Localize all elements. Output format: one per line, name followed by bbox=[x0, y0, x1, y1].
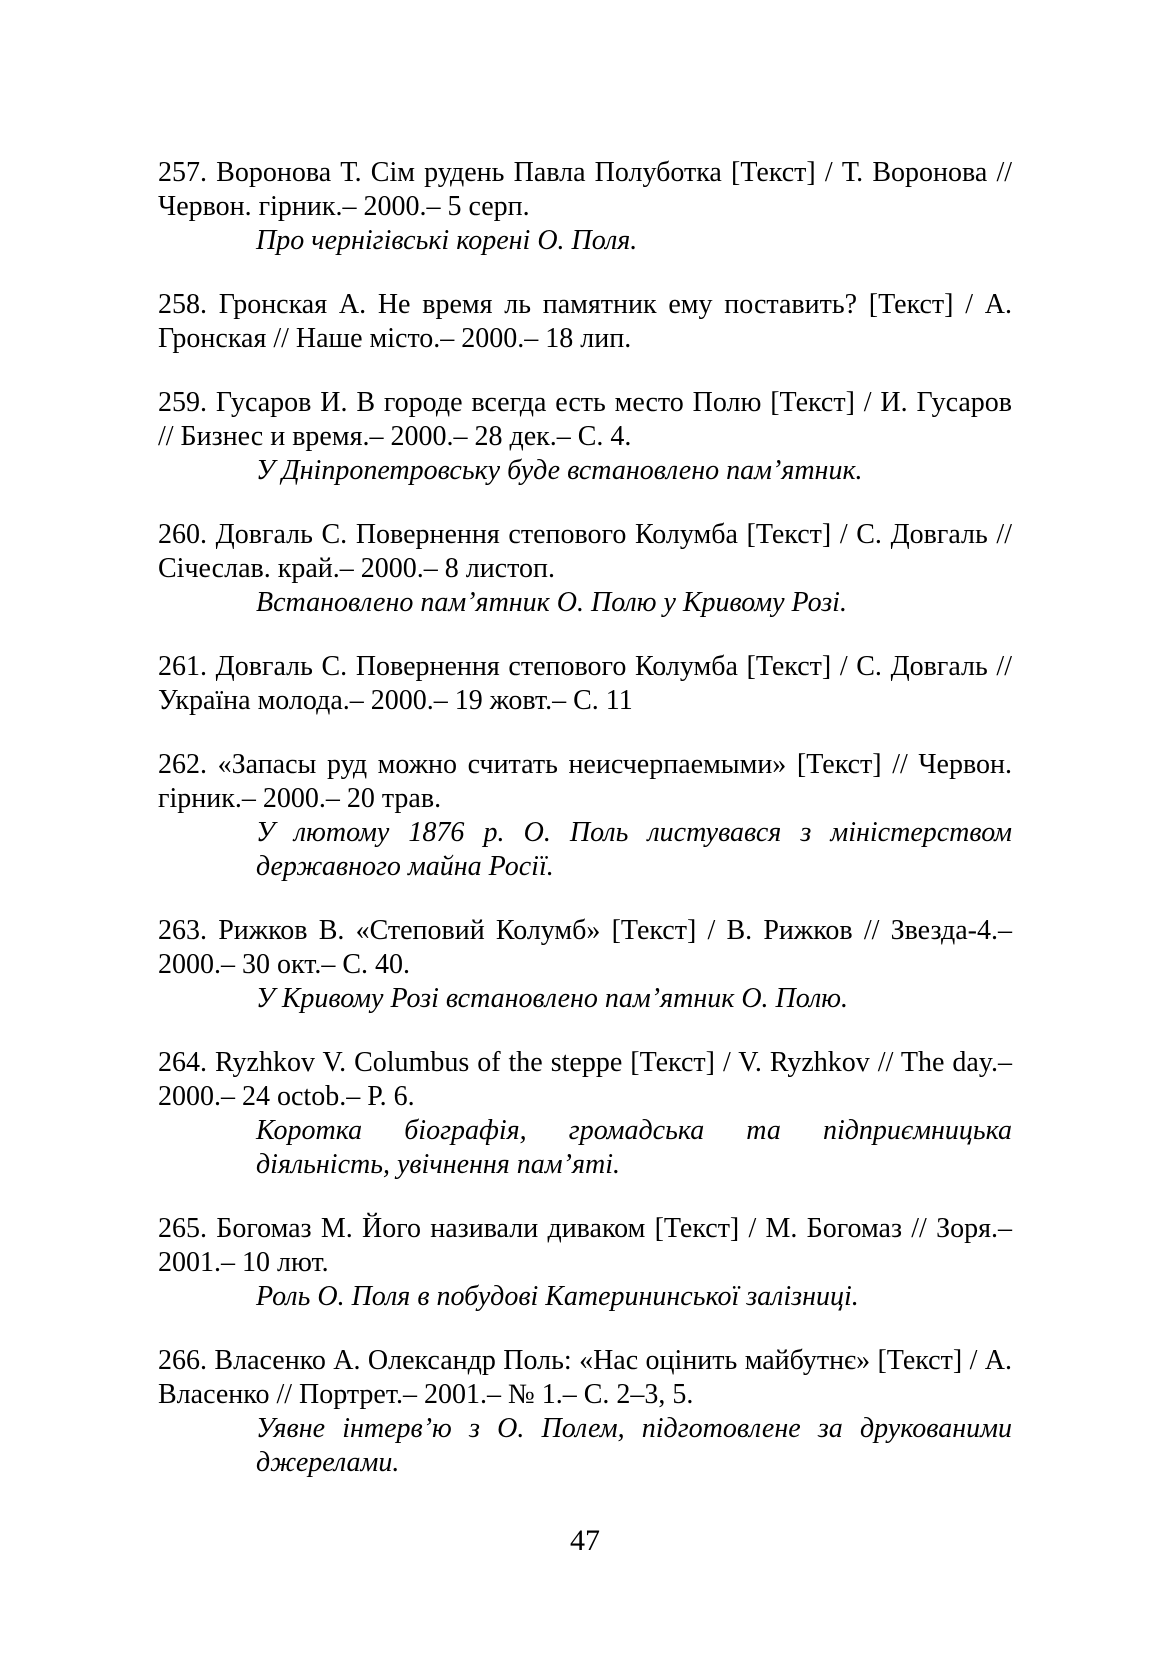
bibliography-entry-262 bbox=[158, 748, 1012, 884]
entry-citation: 262. «Запасы руд можно считать неисчерпаемыми» [Текст] // Червон. гірник.– 2000.– 20 трав. bbox=[158, 749, 1012, 814]
entry-annotation: Роль О. Поля в побудові Катерининської залізниці. bbox=[256, 1281, 859, 1312]
entry-citation: 263. Рижков В. «Степовий Колумб» [Текст] / В. Рижков // Звезда-4.– 2000.– 30 окт.– С. 40. bbox=[158, 915, 1012, 980]
entry-citation: 261. Довгаль С. Повернення степового Колумба [Текст] / С. Довгаль // Україна молода.– 2000.– 19 жовт.– С. 11 bbox=[158, 651, 1012, 716]
entry-annotation: У лютому 1876 р. О. Поль листувався з міністерством державного майна Росії. bbox=[256, 817, 1012, 882]
entry-annotation: Встановлено пам’ятник О. Полю у Кривому Розі. bbox=[256, 587, 847, 618]
entry-annotation: Про чернігівські корені О. Поля. bbox=[256, 225, 638, 256]
bibliography-entry-263 bbox=[158, 914, 1012, 1016]
entry-annotation: У Кривому Розі встановлено пам’ятник О. Полю. bbox=[256, 983, 849, 1014]
entry-citation: 259. Гусаров И. В городе всегда есть место Полю [Текст] / И. Гусаров // Бизнес и время.– 2000.– 28 дек.– С. 4. bbox=[158, 387, 1012, 452]
entry-citation: 265. Богомаз М. Його називали диваком [Текст] / М. Богомаз // Зоря.– 2001.– 10 лют. bbox=[158, 1213, 1012, 1278]
entry-annotation: У Дніпропетровську буде встановлено пам’ятник. bbox=[256, 455, 863, 486]
bibliography-entry-257 bbox=[158, 156, 1012, 258]
entry-citation: 266. Власенко А. Олександр Поль: «Нас оцінить майбутнє» [Текст] / А. Власенко // Портрет.– 2001.– № 1.– С. 2–3, 5. bbox=[158, 1345, 1012, 1410]
entry-annotation: Коротка біографія, громадська та підприємницька діяльність, увічнення пам’яті. bbox=[256, 1115, 1012, 1180]
bibliography-entry-264 bbox=[158, 1046, 1012, 1182]
page-number: 47 bbox=[570, 1524, 600, 1557]
entry-annotation: Уявне інтерв’ю з О. Полем, підготовлене за друкованими джерелами. bbox=[256, 1413, 1012, 1478]
entry-citation: 264. Ryzhkov V. Columbus of the steppe [Текст] / V. Ryzhkov // The day.– 2000.– 24 octob.– P. 6. bbox=[158, 1047, 1012, 1112]
entry-citation: 260. Довгаль С. Повернення степового Колумба [Текст] / С. Довгаль // Січеслав. край.– 2000.– 8 листоп. bbox=[158, 519, 1012, 584]
bibliography-entry-260 bbox=[158, 518, 1012, 620]
bibliography-page bbox=[158, 156, 1012, 1510]
bibliography-entry-266 bbox=[158, 1344, 1012, 1480]
bibliography-entry-259 bbox=[158, 386, 1012, 488]
bibliography-entry-265 bbox=[158, 1212, 1012, 1314]
entry-citation: 258. Гронская А. Не время ль памятник ему поставить? [Текст] / А. Гронская // Наше місто.– 2000.– 18 лип. bbox=[158, 289, 1012, 354]
entry-citation: 257. Воронова Т. Сім рудень Павла Полуботка [Текст] / Т. Воронова // Червон. гірник.– 2000.– 5 серп. bbox=[158, 157, 1012, 222]
bibliography-entry-258 bbox=[158, 288, 1012, 356]
bibliography-entry-261 bbox=[158, 650, 1012, 718]
